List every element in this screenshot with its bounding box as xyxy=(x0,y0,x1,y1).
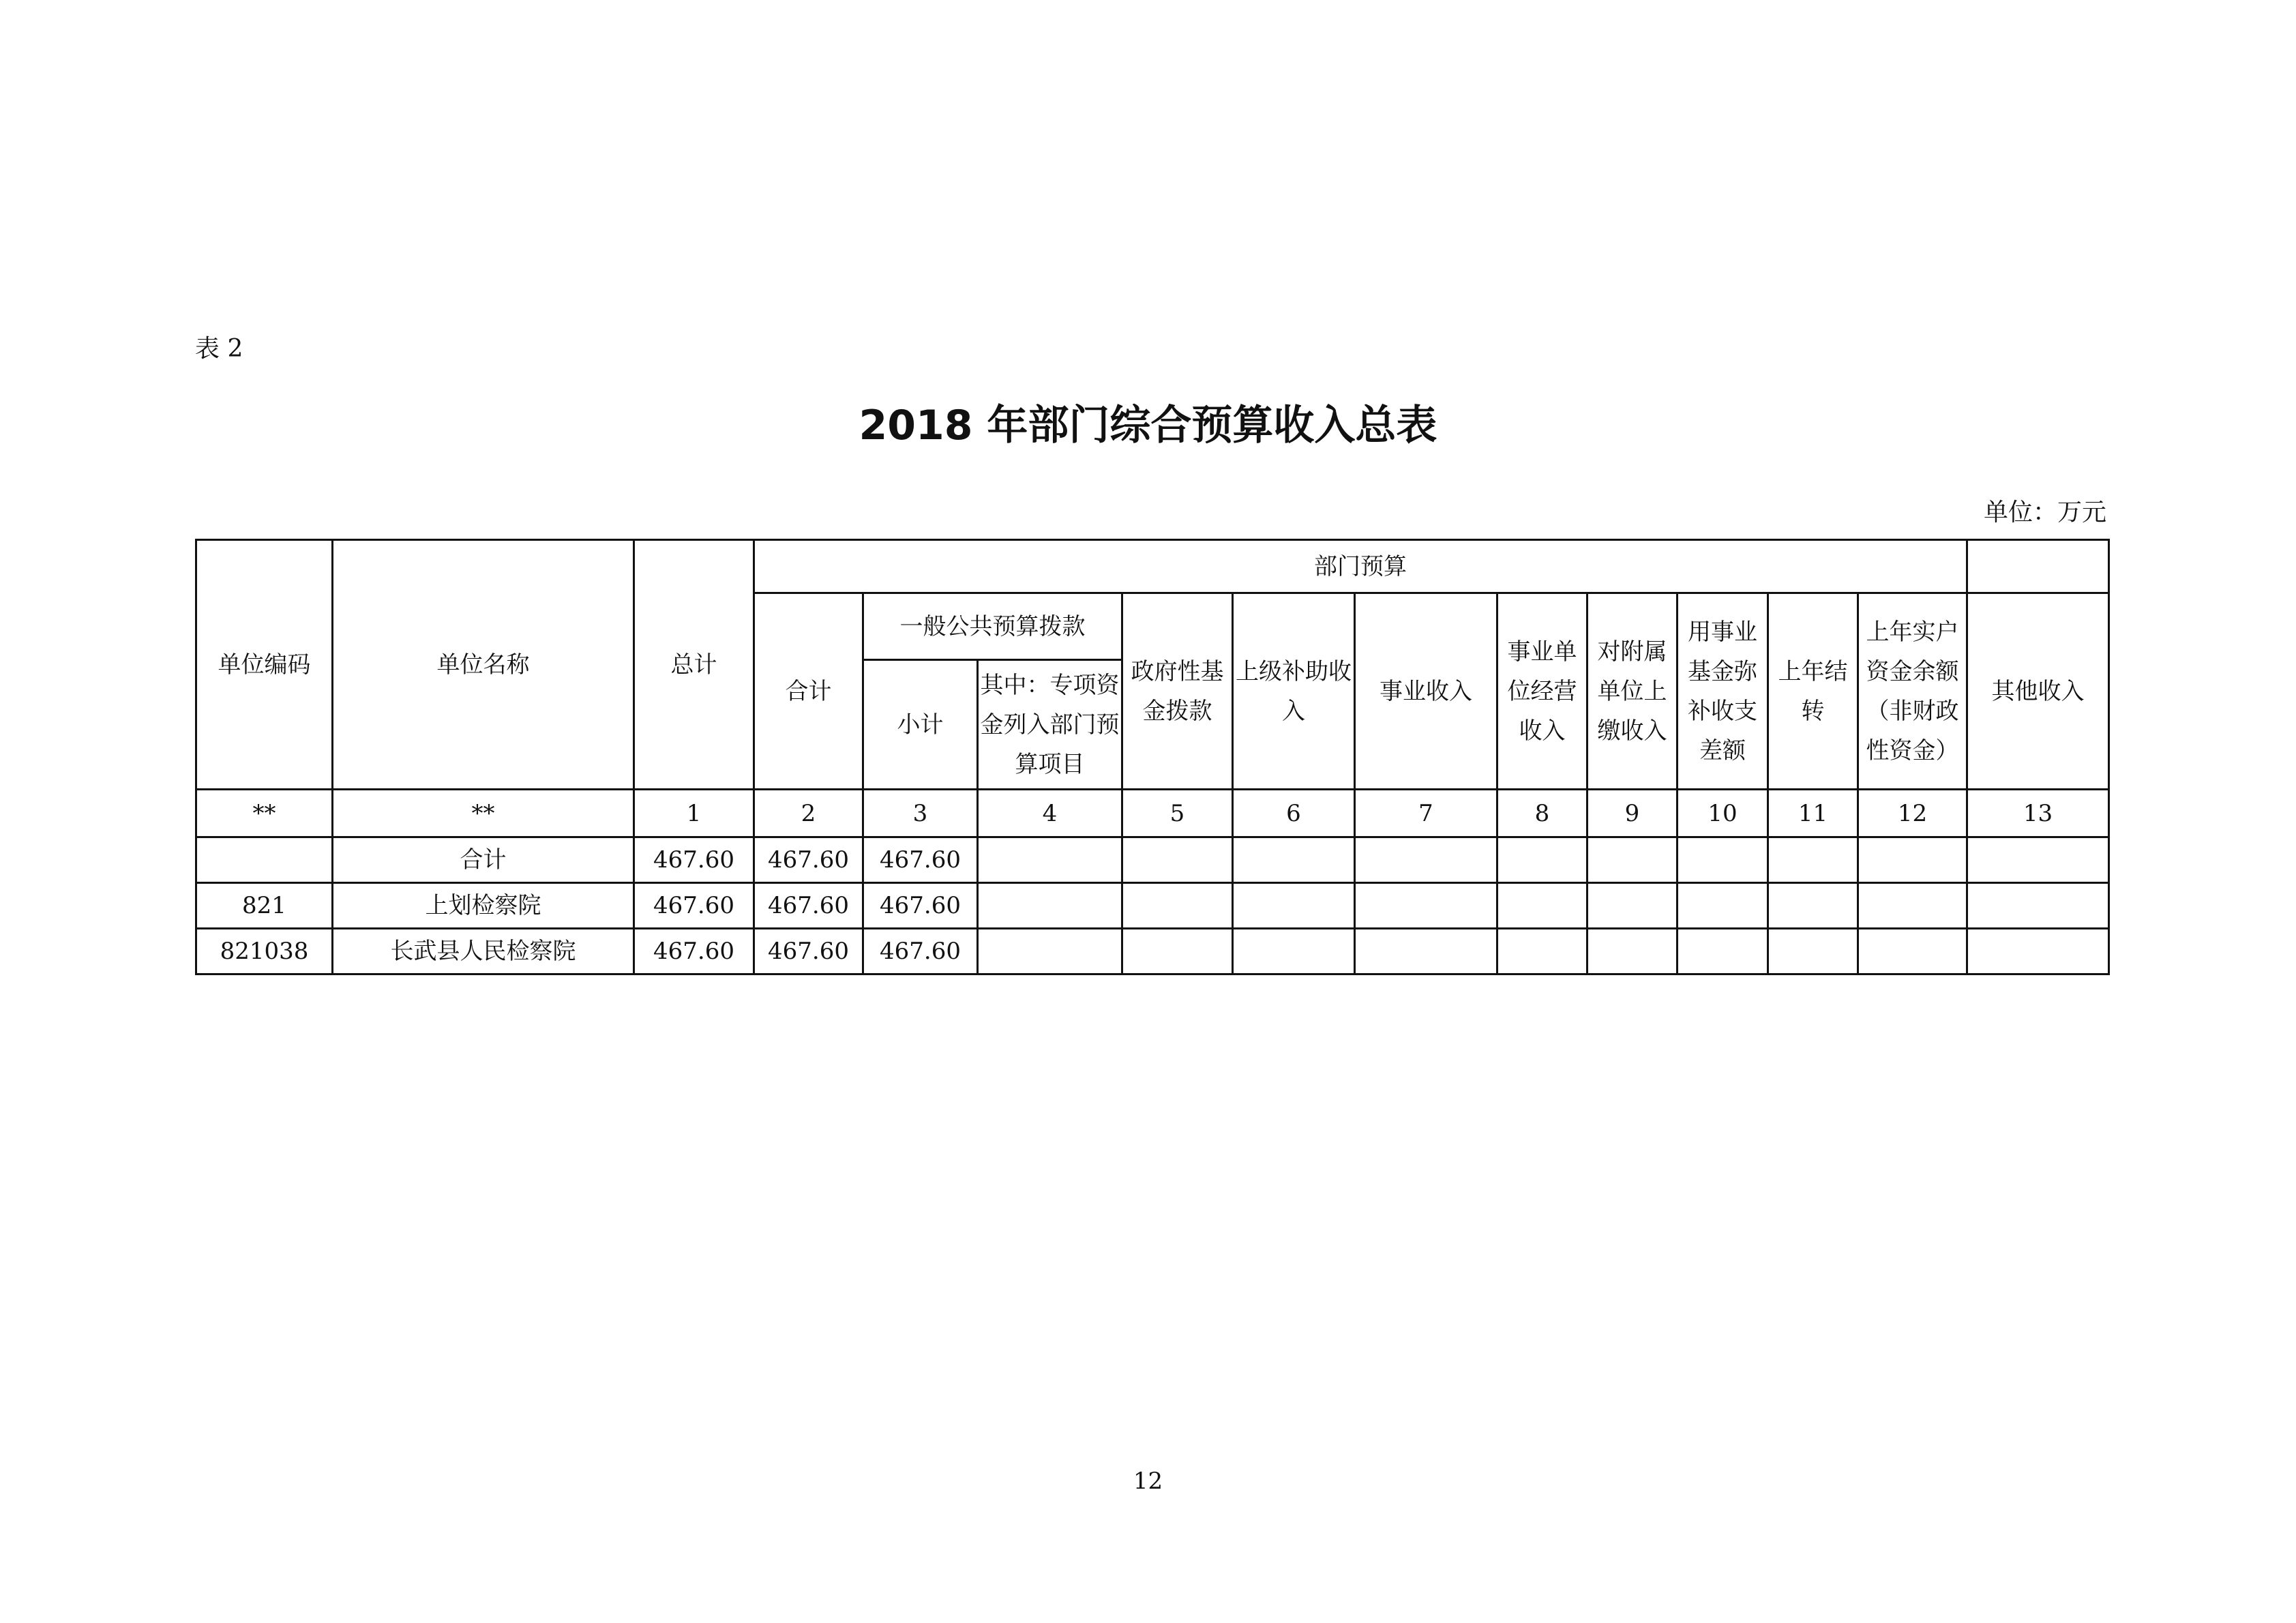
row-cell xyxy=(1858,929,1967,974)
table-row-total xyxy=(196,837,2109,883)
column-number: 11 xyxy=(1768,790,1858,837)
column-number: 13 xyxy=(1967,790,2109,837)
row-cell: 467.60 xyxy=(863,837,978,883)
row-cell: 467.60 xyxy=(634,929,754,974)
row-cell xyxy=(1967,883,2109,929)
header-affiliated-income: 对附属单位上缴收入 xyxy=(1587,593,1678,790)
row-cell: 467.60 xyxy=(634,837,754,883)
row-cell xyxy=(1768,837,1858,883)
column-number: 7 xyxy=(1355,790,1497,837)
row-cell xyxy=(1858,837,1967,883)
row-cell xyxy=(1768,929,1858,974)
header-subtotal-all: 合计 xyxy=(754,593,863,790)
column-number: 12 xyxy=(1858,790,1967,837)
header-operating-income: 事业单位经营收入 xyxy=(1497,593,1587,790)
row-cell xyxy=(1967,837,2109,883)
header-blank xyxy=(1967,540,2109,593)
row-cell xyxy=(1497,883,1587,929)
column-number: 8 xyxy=(1497,790,1587,837)
column-number: 4 xyxy=(978,790,1122,837)
table-row xyxy=(196,929,2109,974)
header-general-subtotal: 小计 xyxy=(863,660,978,790)
row-unit-name: 合计 xyxy=(333,837,634,883)
table-row xyxy=(196,883,2109,929)
row-cell xyxy=(1497,837,1587,883)
row-unit-name: 长武县人民检察院 xyxy=(333,929,634,974)
row-cell xyxy=(1768,883,1858,929)
row-cell xyxy=(1355,883,1497,929)
row-unit-code: 821 xyxy=(196,883,333,929)
header-special-funds: 其中：专项资金列入部门预算项目 xyxy=(978,660,1122,790)
header-row-1 xyxy=(196,540,2109,593)
column-number: ** xyxy=(333,790,634,837)
document-title: 2018 年部门综合预算收入总表 xyxy=(859,402,1437,449)
row-cell xyxy=(1678,837,1768,883)
row-cell xyxy=(1967,929,2109,974)
column-number: ** xyxy=(196,790,333,837)
row-cell xyxy=(1587,883,1678,929)
row-cell xyxy=(1233,883,1355,929)
header-dept-budget: 部门预算 xyxy=(754,540,1967,593)
table-label: 表 2 xyxy=(195,335,243,363)
column-number: 9 xyxy=(1587,790,1678,837)
header-balance-fill: 用事业基金弥补收支差额 xyxy=(1678,593,1768,790)
row-cell xyxy=(1233,837,1355,883)
header-other-income: 其他收入 xyxy=(1967,593,2109,790)
column-number: 1 xyxy=(634,790,754,837)
header-unit-name: 单位名称 xyxy=(333,540,634,790)
header-total: 总计 xyxy=(634,540,754,790)
row-unit-name: 上划检察院 xyxy=(333,883,634,929)
row-cell xyxy=(1355,837,1497,883)
row-cell xyxy=(1122,929,1233,974)
row-cell: 467.60 xyxy=(754,929,863,974)
budget-income-table xyxy=(195,539,2110,975)
row-cell: 467.60 xyxy=(863,883,978,929)
row-unit-code xyxy=(196,837,333,883)
column-number: 10 xyxy=(1678,790,1768,837)
row-cell xyxy=(1678,883,1768,929)
unit-label: 单位：万元 xyxy=(1983,498,2106,526)
row-cell xyxy=(978,837,1122,883)
row-cell xyxy=(1122,837,1233,883)
header-carryover: 上年结转 xyxy=(1768,593,1858,790)
row-unit-code: 821038 xyxy=(196,929,333,974)
header-prior-balance: 上年实户资金余额（非财政性资金） xyxy=(1858,593,1967,790)
row-cell xyxy=(1678,929,1768,974)
row-cell xyxy=(1355,929,1497,974)
row-cell xyxy=(1858,883,1967,929)
row-cell: 467.60 xyxy=(754,837,863,883)
column-number-row xyxy=(196,790,2109,837)
row-cell xyxy=(1122,883,1233,929)
page-number: 12 xyxy=(1133,1468,1163,1495)
header-gov-fund: 政府性基金拨款 xyxy=(1122,593,1233,790)
row-cell xyxy=(1587,837,1678,883)
row-cell xyxy=(1587,929,1678,974)
row-cell xyxy=(978,929,1122,974)
header-superior-subsidy: 上级补助收入 xyxy=(1233,593,1355,790)
row-cell: 467.60 xyxy=(634,883,754,929)
row-cell xyxy=(978,883,1122,929)
header-unit-code: 单位编码 xyxy=(196,540,333,790)
column-number: 2 xyxy=(754,790,863,837)
header-business-income: 事业收入 xyxy=(1355,593,1497,790)
column-number: 3 xyxy=(863,790,978,837)
row-cell xyxy=(1497,929,1587,974)
column-number: 6 xyxy=(1233,790,1355,837)
header-general-public: 一般公共预算拨款 xyxy=(863,593,1122,660)
row-cell: 467.60 xyxy=(754,883,863,929)
column-number: 5 xyxy=(1122,790,1233,837)
row-cell: 467.60 xyxy=(863,929,978,974)
row-cell xyxy=(1233,929,1355,974)
